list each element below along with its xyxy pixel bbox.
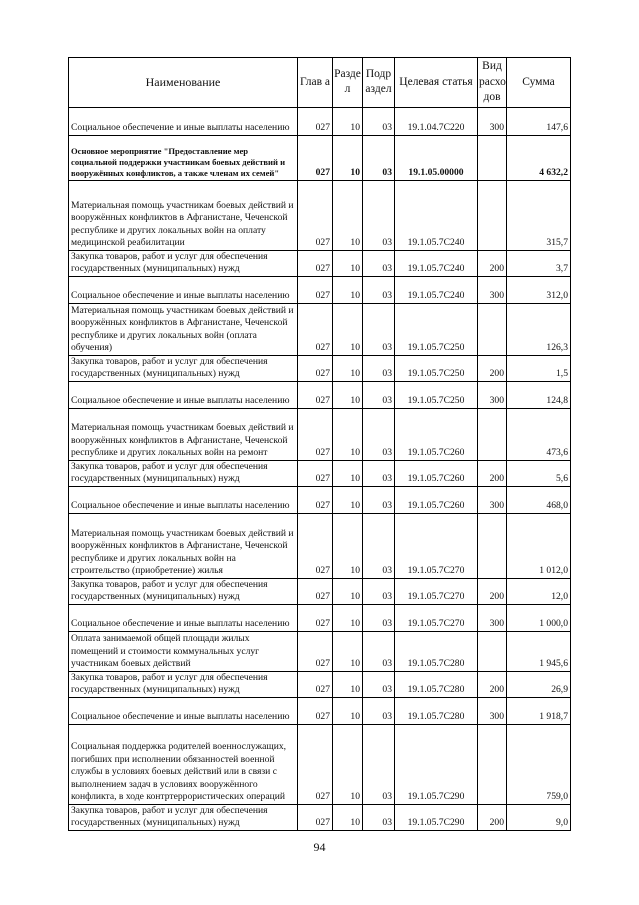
table-row [69,135,571,180]
row-subsection: 03 [363,250,395,276]
row-name: Материальная помощь участникам боевых действий и вооружённых конфликтов в Афганистане, Чеченской республике и других локальных войн на оплату медицинской реабилитации [69,180,298,250]
table-row [69,631,571,671]
row-name: Закупка товаров, работ и услуг для обеспечения государственных (муниципальных) нужд [69,460,298,486]
table-row [69,671,571,697]
row-sum: 1 012,0 [507,513,571,578]
row-target-article: 19.1.05.7С240 [395,180,478,250]
row-target-article: 19.1.05.7С270 [395,604,478,631]
row-sum: 124,8 [507,381,571,408]
row-expense-type [478,303,507,355]
row-expense-type [478,724,507,804]
row-target-article: 19.1.05.7С240 [395,250,478,276]
row-chapter: 027 [298,303,333,355]
row-name: Социальная поддержка родителей военнослужащих, погибших при исполнении обязанностей военной службы в условиях боевых действий или в связи с выполнением задач в условиях вооружённого конфликта, в ходе контртеррористических операций [69,724,298,804]
row-expense-type: 200 [478,250,507,276]
page-number: 94 [313,840,326,854]
row-subsection: 03 [363,408,395,460]
row-sum: 473,6 [507,408,571,460]
row-subsection: 03 [363,486,395,513]
row-subsection: 03 [363,460,395,486]
row-sum: 312,0 [507,276,571,303]
row-expense-type: 300 [478,276,507,303]
table-row [69,408,571,460]
row-name: Материальная помощь участникам боевых действий и вооружённых конфликтов в Афганистане, Чеченской республике и других локальных войн на ремонт [69,408,298,460]
row-chapter: 027 [298,460,333,486]
row-subsection: 03 [363,513,395,578]
row-expense-type: 200 [478,460,507,486]
row-section: 10 [333,604,363,631]
row-expense-type: 200 [478,671,507,697]
row-name: Основное мероприятие "Предоставление мер социальной поддержки участникам боевых действий и вооружённых конфликтов, а также членам их семей" [69,135,298,180]
row-section: 10 [333,250,363,276]
row-target-article: 19.1.05.7С290 [395,724,478,804]
table-row [69,697,571,724]
row-sum: 1,5 [507,355,571,381]
table-row [69,381,571,408]
row-subsection: 03 [363,276,395,303]
row-section: 10 [333,107,363,135]
row-sum: 3,7 [507,250,571,276]
table-row [69,513,571,578]
row-expense-type [478,513,507,578]
row-expense-type: 300 [478,107,507,135]
row-name: Оплата занимаемой общей площади жилых помещений и стоимости коммунальных услуг участникам боевых действий [69,631,298,671]
row-name: Закупка товаров, работ и услуг для обеспечения государственных (муниципальных) нужд [69,250,298,276]
table-row [69,724,571,804]
row-name: Социальное обеспечение и иные выплаты населению [69,604,298,631]
row-expense-type: 300 [478,381,507,408]
table-row [69,180,571,250]
row-sum: 1 945,6 [507,631,571,671]
row-subsection: 03 [363,631,395,671]
table-row [69,355,571,381]
row-section: 10 [333,697,363,724]
row-target-article: 19.1.05.7С250 [395,303,478,355]
row-target-article: 19.1.05.7С280 [395,671,478,697]
table-row [69,107,571,135]
row-subsection: 03 [363,671,395,697]
row-target-article: 19.1.05.7С250 [395,355,478,381]
row-subsection: 03 [363,180,395,250]
row-name: Материальная помощь участникам боевых действий и вооружённых конфликтов в Афганистане, Чеченской республике и других локальных войн (оплата обучения) [69,303,298,355]
row-subsection: 03 [363,804,395,830]
row-chapter: 027 [298,381,333,408]
row-target-article: 19.1.05.7С280 [395,631,478,671]
header-subsection: Подр аздел [363,58,395,108]
row-sum: 126,3 [507,303,571,355]
row-target-article: 19.1.05.7С240 [395,276,478,303]
row-section: 10 [333,180,363,250]
row-section: 10 [333,408,363,460]
row-section: 10 [333,135,363,180]
row-chapter: 027 [298,408,333,460]
row-chapter: 027 [298,724,333,804]
table-row [69,276,571,303]
row-subsection: 03 [363,355,395,381]
row-chapter: 027 [298,697,333,724]
row-section: 10 [333,631,363,671]
row-sum: 468,0 [507,486,571,513]
row-chapter: 027 [298,355,333,381]
row-name: Социальное обеспечение и иные выплаты населению [69,107,298,135]
row-section: 10 [333,513,363,578]
row-section: 10 [333,486,363,513]
header-sum: Сумма [507,58,571,108]
row-chapter: 027 [298,604,333,631]
table-row [69,578,571,604]
row-chapter: 027 [298,804,333,830]
row-section: 10 [333,804,363,830]
row-name: Закупка товаров, работ и услуг для обеспечения государственных (муниципальных) нужд [69,671,298,697]
row-name: Закупка товаров, работ и услуг для обеспечения государственных (муниципальных) нужд [69,804,298,830]
row-chapter: 027 [298,107,333,135]
table-body [69,107,571,830]
row-chapter: 027 [298,276,333,303]
table-row [69,604,571,631]
row-sum: 9,0 [507,804,571,830]
header-expense-type: Вид расхо дов [478,58,507,108]
row-expense-type: 300 [478,486,507,513]
row-name: Материальная помощь участникам боевых действий и вооружённых конфликтов в Афганистане, Чеченской республике и других локальных войн на строительство (приобретение) жилья [69,513,298,578]
row-sum: 759,0 [507,724,571,804]
row-name: Социальное обеспечение и иные выплаты населению [69,381,298,408]
row-expense-type: 200 [478,578,507,604]
row-expense-type: 300 [478,604,507,631]
table-header-row [69,58,571,108]
row-chapter: 027 [298,486,333,513]
row-target-article: 19.1.05.7С260 [395,486,478,513]
row-target-article: 19.1.05.7С270 [395,513,478,578]
row-subsection: 03 [363,381,395,408]
row-name: Закупка товаров, работ и услуг для обеспечения государственных (муниципальных) нужд [69,578,298,604]
row-sum: 147,6 [507,107,571,135]
row-target-article: 19.1.05.7С270 [395,578,478,604]
header-chapter: Глав а [298,58,333,108]
row-chapter: 027 [298,250,333,276]
row-target-article: 19.1.05.00000 [395,135,478,180]
row-target-article: 19.1.05.7С290 [395,804,478,830]
row-expense-type [478,408,507,460]
row-chapter: 027 [298,671,333,697]
row-expense-type [478,180,507,250]
row-section: 10 [333,276,363,303]
row-subsection: 03 [363,303,395,355]
row-subsection: 03 [363,578,395,604]
row-sum: 12,0 [507,578,571,604]
row-chapter: 027 [298,578,333,604]
row-subsection: 03 [363,107,395,135]
row-expense-type [478,135,507,180]
row-subsection: 03 [363,135,395,180]
budget-table [68,57,571,831]
row-sum: 26,9 [507,671,571,697]
row-subsection: 03 [363,697,395,724]
row-section: 10 [333,303,363,355]
row-name: Закупка товаров, работ и услуг для обеспечения государственных (муниципальных) нужд [69,355,298,381]
row-target-article: 19.1.05.7С280 [395,697,478,724]
row-section: 10 [333,724,363,804]
row-sum: 5,6 [507,460,571,486]
row-subsection: 03 [363,604,395,631]
header-name: Наименование [69,58,298,108]
row-expense-type: 200 [478,355,507,381]
row-section: 10 [333,355,363,381]
row-chapter: 027 [298,180,333,250]
row-section: 10 [333,460,363,486]
row-target-article: 19.1.05.7С260 [395,408,478,460]
row-name: Социальное обеспечение и иные выплаты населению [69,276,298,303]
row-name: Социальное обеспечение и иные выплаты населению [69,697,298,724]
row-section: 10 [333,671,363,697]
table-row [69,250,571,276]
table-row [69,460,571,486]
row-sum: 1 000,0 [507,604,571,631]
row-sum: 1 918,7 [507,697,571,724]
row-subsection: 03 [363,724,395,804]
row-target-article: 19.1.05.7С250 [395,381,478,408]
row-section: 10 [333,381,363,408]
row-expense-type: 200 [478,804,507,830]
row-expense-type: 300 [478,697,507,724]
row-name: Социальное обеспечение и иные выплаты населению [69,486,298,513]
table-row [69,486,571,513]
row-target-article: 19.1.04.7С220 [395,107,478,135]
header-target-article: Целевая статья [395,58,478,108]
header-section: Разде л [333,58,363,108]
row-expense-type [478,631,507,671]
row-chapter: 027 [298,631,333,671]
row-section: 10 [333,578,363,604]
row-sum: 4 632,2 [507,135,571,180]
row-chapter: 027 [298,135,333,180]
table-row [69,804,571,830]
table-row [69,303,571,355]
row-target-article: 19.1.05.7С260 [395,460,478,486]
row-chapter: 027 [298,513,333,578]
row-sum: 315,7 [507,180,571,250]
